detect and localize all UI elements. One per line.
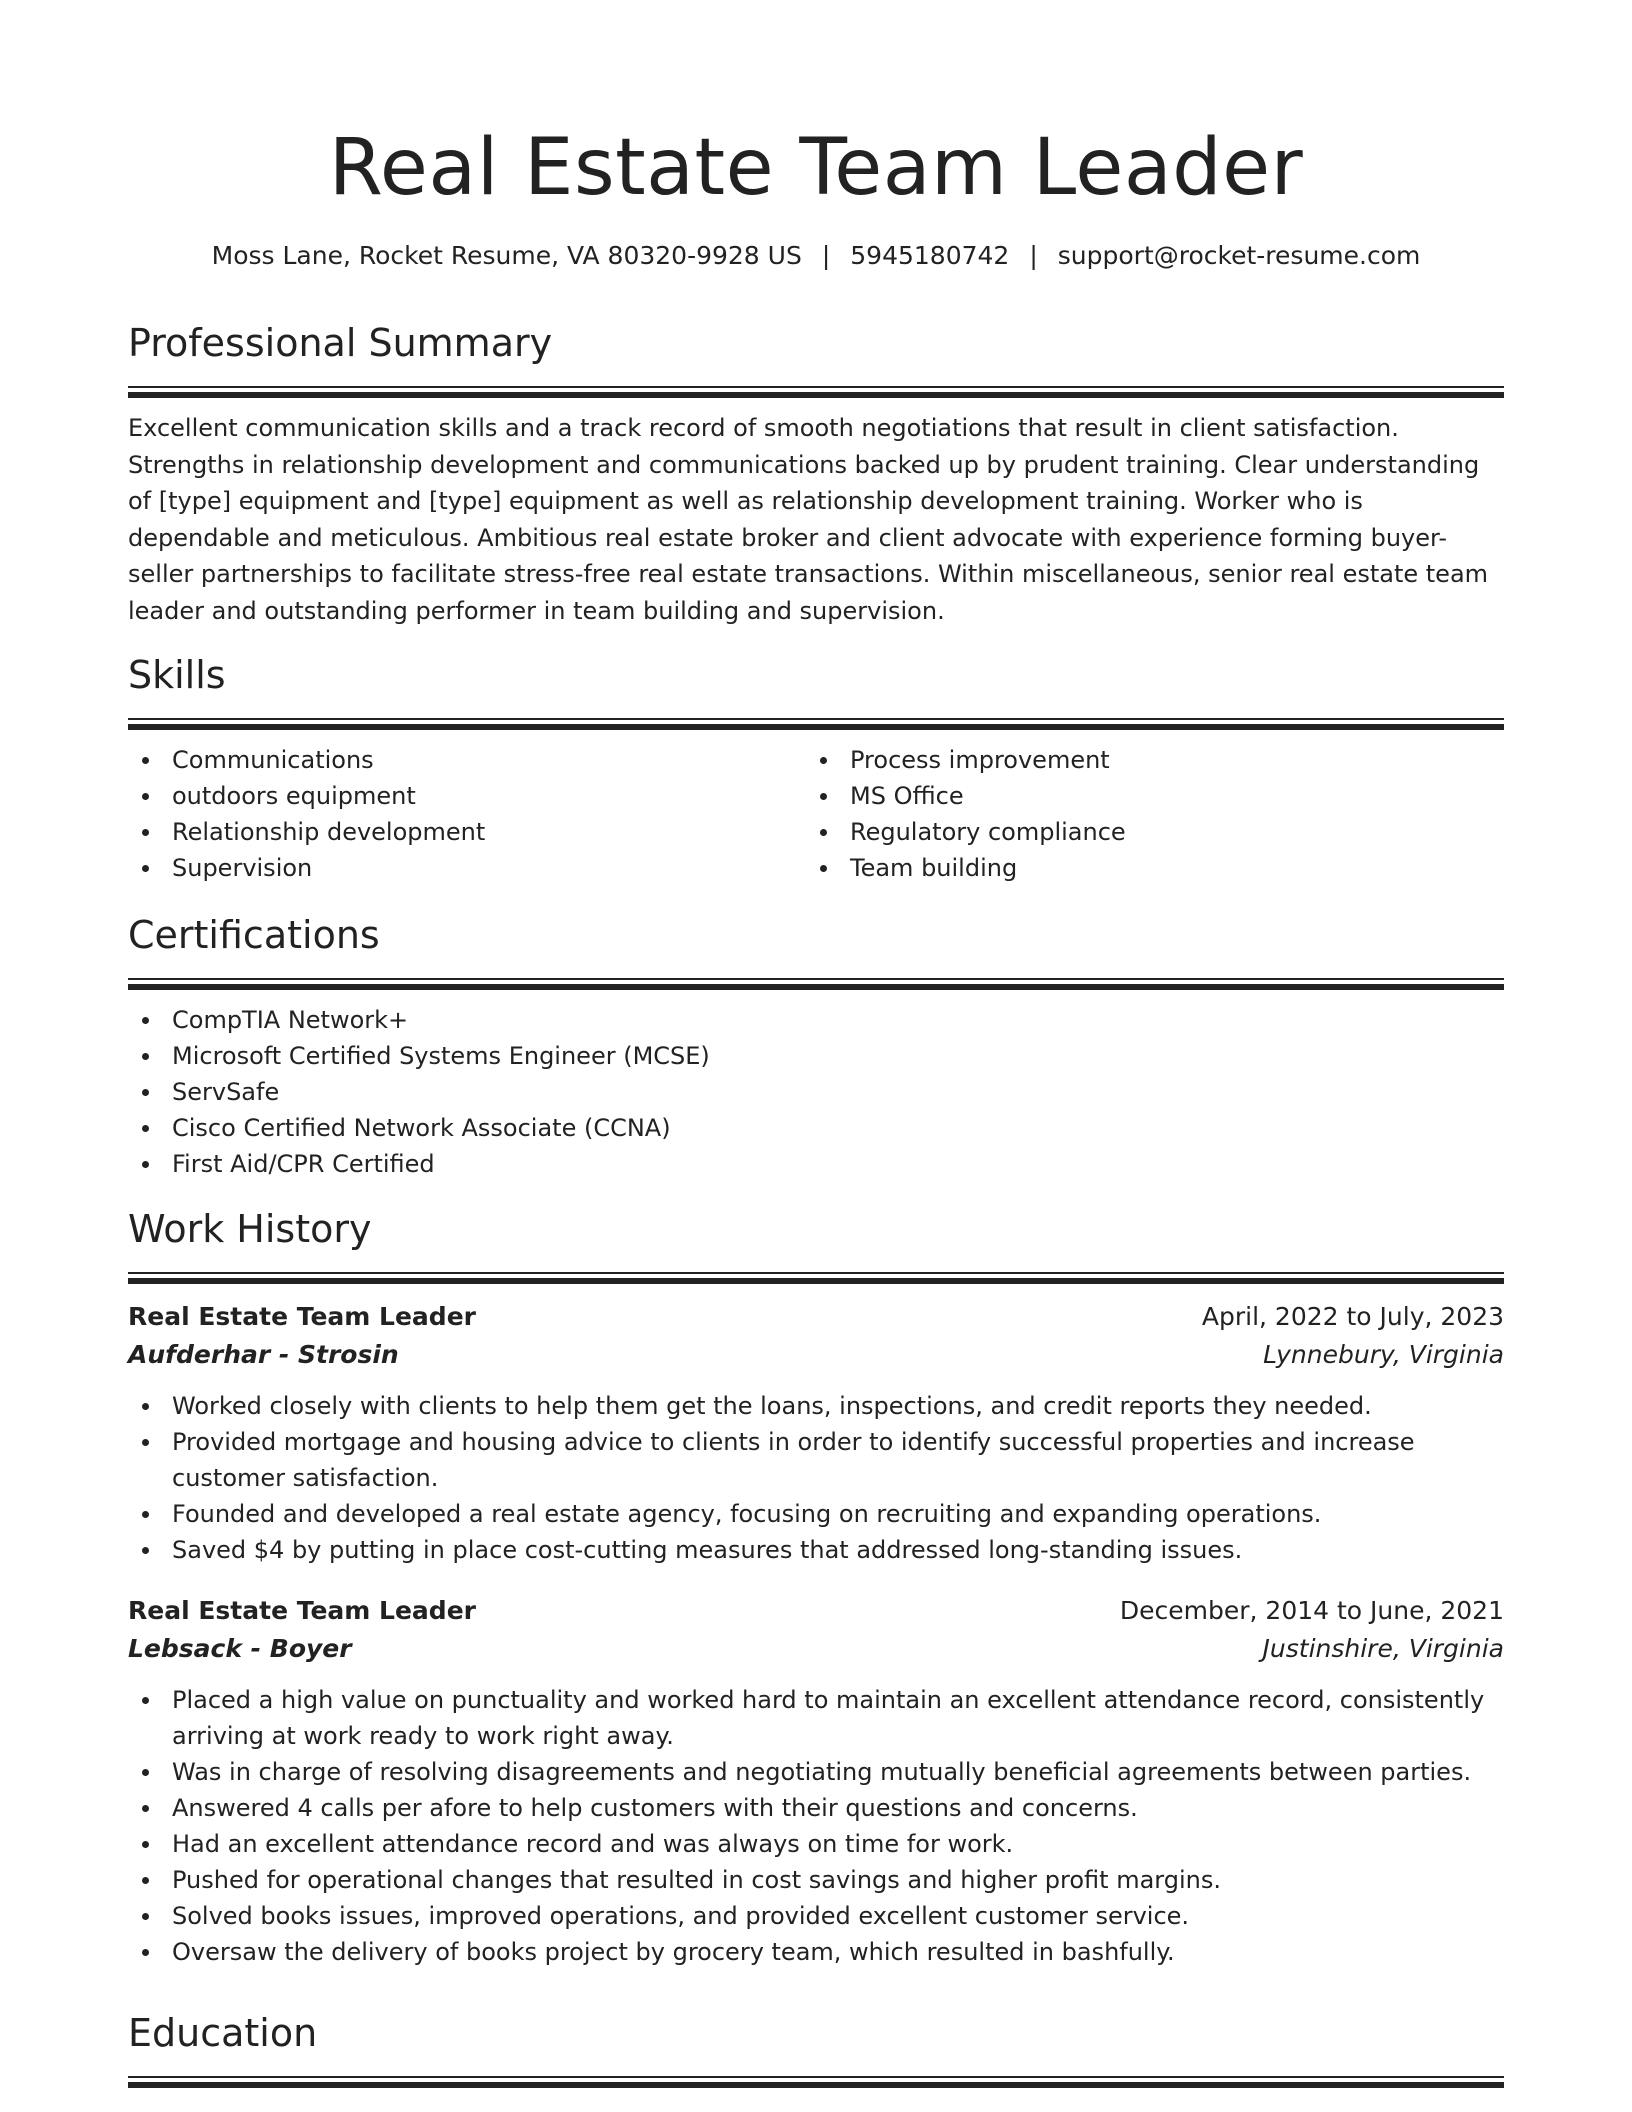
section-title-education: Education [128,2011,318,2055]
job-dates: April, 2022 to July, 2023 [1201,1302,1504,1331]
summary-text: Excellent communication skills and a track record of smooth negotiations that result in client satisfaction. Strengths in relationship development and communications backed up by prudent training. Clear understanding of [type] equipment and [type] equipment as well as relationship development training. Worker who is dependable and meticulous. Ambitious real estate broker and client advocate with experience forming buyer-seller partnerships to facilitate stress-free real estate transactions. Within miscellaneous, senior real estate team leader and outstanding performer in team building and supervision. [128,414,1489,625]
job-bullets [128,1388,1504,1568]
contact-address: Moss Lane, Rocket Resume, VA 80320-9928 US [211,241,802,270]
job-dates: December, 2014 to June, 2021 [1119,1596,1504,1625]
job-location: Lynnebury, Virginia [1263,1340,1504,1369]
job-company: Lebsack - Boyer [128,1634,352,1663]
section-certifications [128,910,1504,1182]
job-bullet: Solved books issues, improved operations, and provided excellent customer service. [128,1898,1504,1934]
skill-item: Team building [806,850,1484,886]
job-bullet: Answered 4 calls per afore to help customers with their questions and concerns. [128,1790,1504,1826]
certifications-list [128,1002,1504,1182]
contact-line [128,238,1504,274]
section-title-skills: Skills [128,653,226,697]
section-rule [128,718,1504,720]
job-bullet: Saved $4 by putting in place cost-cutting measures that addressed long-standing issues. [128,1532,1504,1568]
skill-item: Supervision [128,850,806,886]
section-rule [128,1278,1504,1284]
section-title-certifications: Certifications [128,913,380,957]
section-rule [128,386,1504,388]
certification-item: Cisco Certified Network Associate (CCNA) [128,1110,1504,1146]
section-rule [128,392,1504,398]
job-company: Aufderhar - Strosin [128,1340,399,1369]
section-work-history [128,1204,1504,1970]
section-title-summary: Professional Summary [128,321,553,365]
job-header [128,1298,1504,1336]
contact-separator: | [1029,241,1038,270]
skills-list-right [806,742,1484,886]
section-rule [128,1272,1504,1274]
job-bullets [128,1682,1504,1970]
contact-phone: 5945180742 [850,241,1010,270]
job-title: Real Estate Team Leader [128,1302,476,1331]
job-bullet: Placed a high value on punctuality and worked hard to maintain an excellent attendance record, consistently arriving at work ready to work right away. [128,1682,1504,1754]
section-rule [128,984,1504,990]
section-skills [128,650,1504,886]
section-education [128,2008,1504,2088]
contact-email[interactable]: support@rocket-resume.com [1057,241,1421,270]
job-bullet: Founded and developed a real estate agency, focusing on recruiting and expanding operations. [128,1496,1504,1532]
skill-item: Communications [128,742,806,778]
skill-item: Regulatory compliance [806,814,1484,850]
resume-name: Real Estate Team Leader [328,123,1304,213]
job-bullet: Oversaw the delivery of books project by grocery team, which resulted in bashfully. [128,1934,1504,1970]
section-title-work-history: Work History [128,1207,372,1251]
skill-item: outdoors equipment [128,778,806,814]
job-subheader [128,1336,1504,1374]
certification-item: ServSafe [128,1074,1504,1110]
job-bullet: Had an excellent attendance record and was always on time for work. [128,1826,1504,1862]
skill-item: Relationship development [128,814,806,850]
job-bullet: Provided mortgage and housing advice to clients in order to identify successful properties and increase customer satisfaction. [128,1424,1504,1496]
skill-item: MS Office [806,778,1484,814]
skills-list-left [128,742,806,886]
skills-columns [128,742,1504,886]
job-bullet: Was in charge of resolving disagreements and negotiating mutually beneficial agreements between parties. [128,1754,1504,1790]
job-bullet: Pushed for operational changes that resulted in cost savings and higher profit margins. [128,1862,1504,1898]
job-header [128,1592,1504,1630]
section-rule [128,724,1504,730]
section-rule [128,978,1504,980]
job-bullet: Worked closely with clients to help them get the loans, inspections, and credit reports they needed. [128,1388,1504,1424]
job-entry [128,1298,1504,1568]
job-subheader [128,1630,1504,1668]
job-title: Real Estate Team Leader [128,1596,476,1625]
section-rule [128,2076,1504,2078]
certification-item: Microsoft Certified Systems Engineer (MCSE) [128,1038,1504,1074]
section-summary [128,318,1504,629]
certification-item: First Aid/CPR Certified [128,1146,1504,1182]
certification-item: CompTIA Network+ [128,1002,1504,1038]
job-entry [128,1592,1504,1970]
contact-separator: | [821,241,831,270]
skill-item: Process improvement [806,742,1484,778]
section-rule [128,2082,1504,2088]
job-location: Justinshire, Virginia [1262,1634,1504,1663]
